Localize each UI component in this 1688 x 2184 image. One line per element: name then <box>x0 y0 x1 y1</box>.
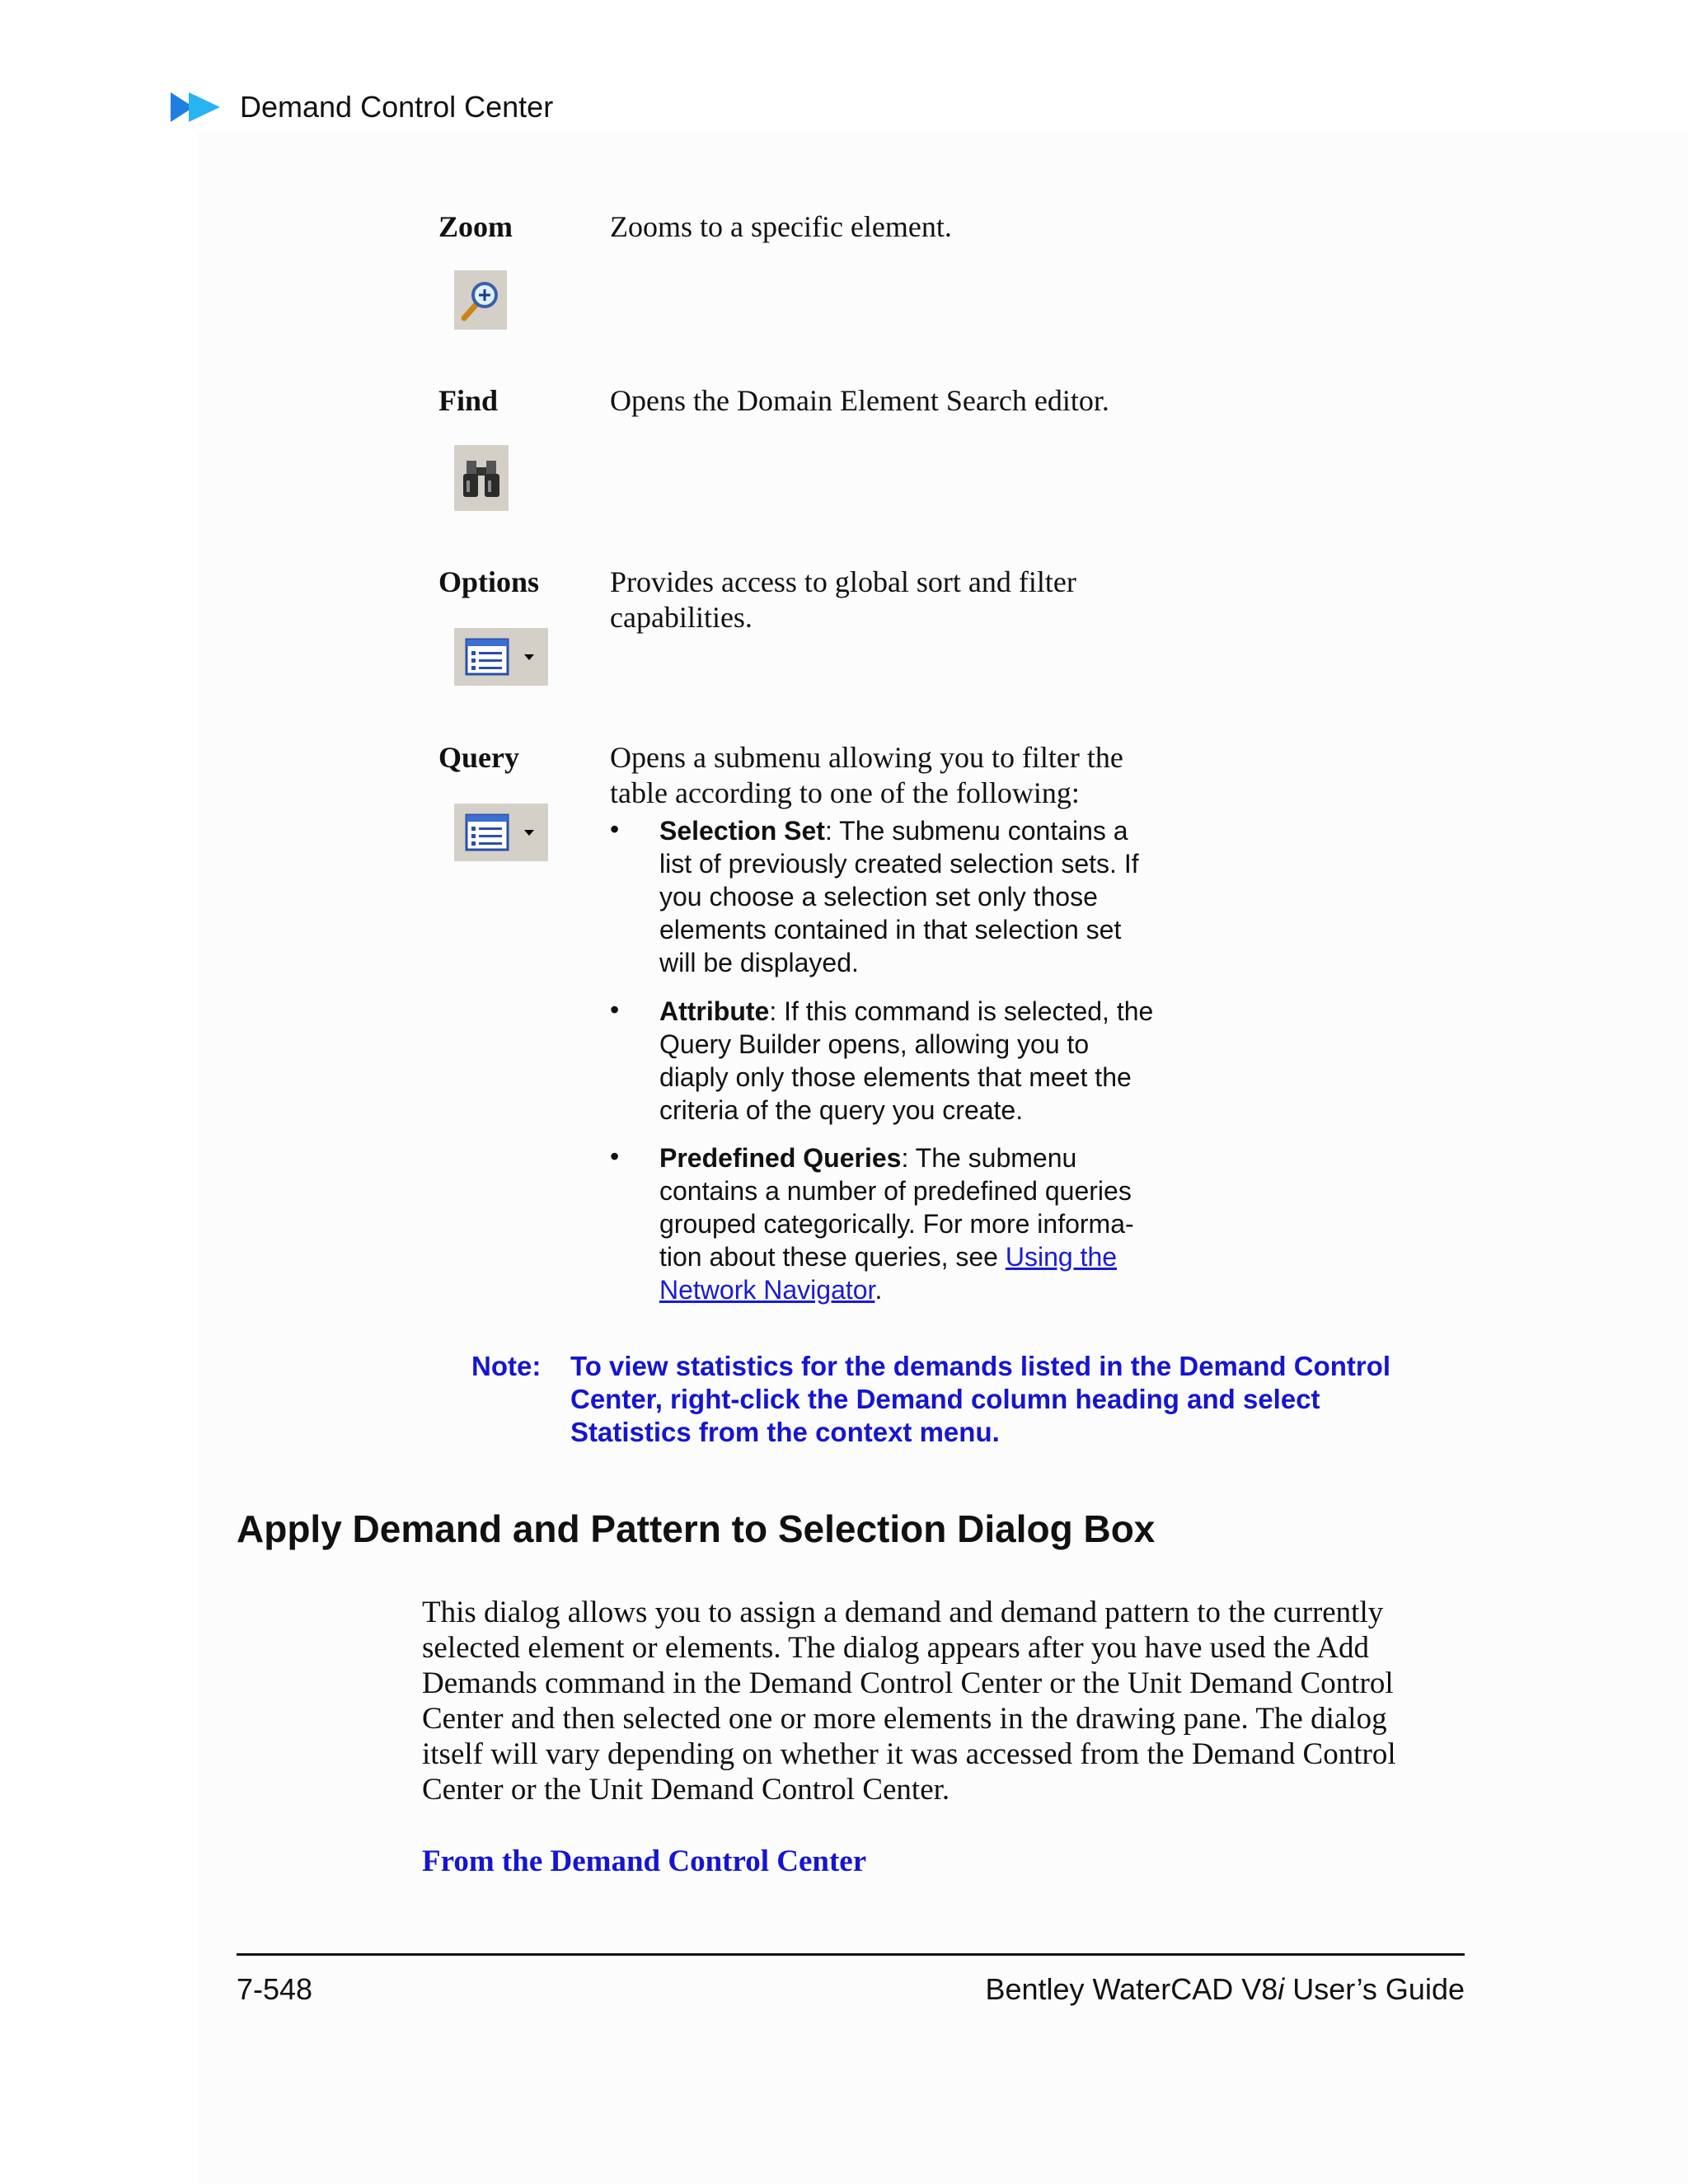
double-arrow-icon <box>169 89 222 125</box>
binoculars-icon <box>462 456 501 500</box>
bullet-predefined-queries <box>659 1141 1162 1306</box>
note-text: To view statistics for the demands listed in the Demand Control Center, right-click the Demand column heading and select Statistics from the context menu. <box>570 1351 1391 1447</box>
query-list-icon <box>460 810 542 855</box>
term-zoom: Zoom <box>438 210 513 243</box>
zoom-button <box>454 270 507 330</box>
network-navigator-link[interactable]: Using the Network Navigator <box>659 1242 1118 1305</box>
bullet-attribute <box>659 995 1162 1127</box>
description-query: Opens a submenu allowing you to filter the table according to one of the following: <box>610 741 1123 809</box>
description-options: Provides access to global sort and filter capabilities. <box>610 565 1076 634</box>
bullet-marker: • <box>610 995 620 1024</box>
bullet-term: Selection Set <box>659 816 825 846</box>
bullet-body: : The submenu contains a list of previously created selection sets. If you choose a selection set only those elements contained in that selection set will be displayed. <box>659 816 1139 977</box>
guide-title-prefix: Bentley WaterCAD V8 <box>985 1972 1278 2006</box>
find-button <box>454 445 509 511</box>
section-heading: Apply Demand and Pattern to Selection Dialog Box <box>237 1507 1156 1550</box>
term-options: Options <box>438 565 540 598</box>
bullet-term: Attribute <box>659 996 770 1026</box>
guide-title-suffix: User’s Guide <box>1284 1972 1465 2006</box>
description-zoom: Zooms to a specific element. <box>610 210 952 243</box>
subheading: From the Demand Control Center <box>422 1844 867 1878</box>
page-number: 7-548 <box>237 1972 313 2006</box>
options-list-icon <box>460 635 542 679</box>
term-find: Find <box>438 384 499 417</box>
footer-rule <box>237 1953 1465 1956</box>
running-header <box>169 87 553 127</box>
bullet-marker: • <box>610 1141 620 1171</box>
zoom-icon <box>457 277 504 323</box>
description-find: Opens the Domain Element Search editor. <box>610 384 1109 417</box>
options-button <box>454 628 548 686</box>
bullet-term: Predefined Queries <box>659 1143 902 1173</box>
bullet-selection-set <box>659 814 1162 979</box>
header-title: Demand Control Center <box>240 90 554 124</box>
bullet-end: . <box>874 1275 883 1305</box>
bullet-body: : If this command is selected, the Query Builder opens, allowing you to diaply only those elements that meet the criteria of the query you create. <box>659 996 1154 1125</box>
bullet-marker: • <box>610 814 620 844</box>
guide-title-italic: i <box>1278 1972 1285 2006</box>
term-query: Query <box>438 741 519 774</box>
note-label: Note: <box>471 1351 542 1381</box>
guide-title <box>985 1972 1465 2007</box>
query-button <box>454 804 548 861</box>
bullet-body: : The submenu contains a number of predefined queries grouped categorically. For more informa-tion about these queries, see <box>659 1143 1134 1272</box>
section-paragraph: This dialog allows you to assign a demand and demand pattern to the currently selected element or elements. The dialog appears after you have used the Add Demands command in the Demand Control Center or the Unit Demand Control Center and then selected one or more elements in the drawing pane. The dialog itself will vary depending on whether it was accessed from the Demand Control Center or the Unit Demand Control Center. <box>422 1596 1396 1807</box>
